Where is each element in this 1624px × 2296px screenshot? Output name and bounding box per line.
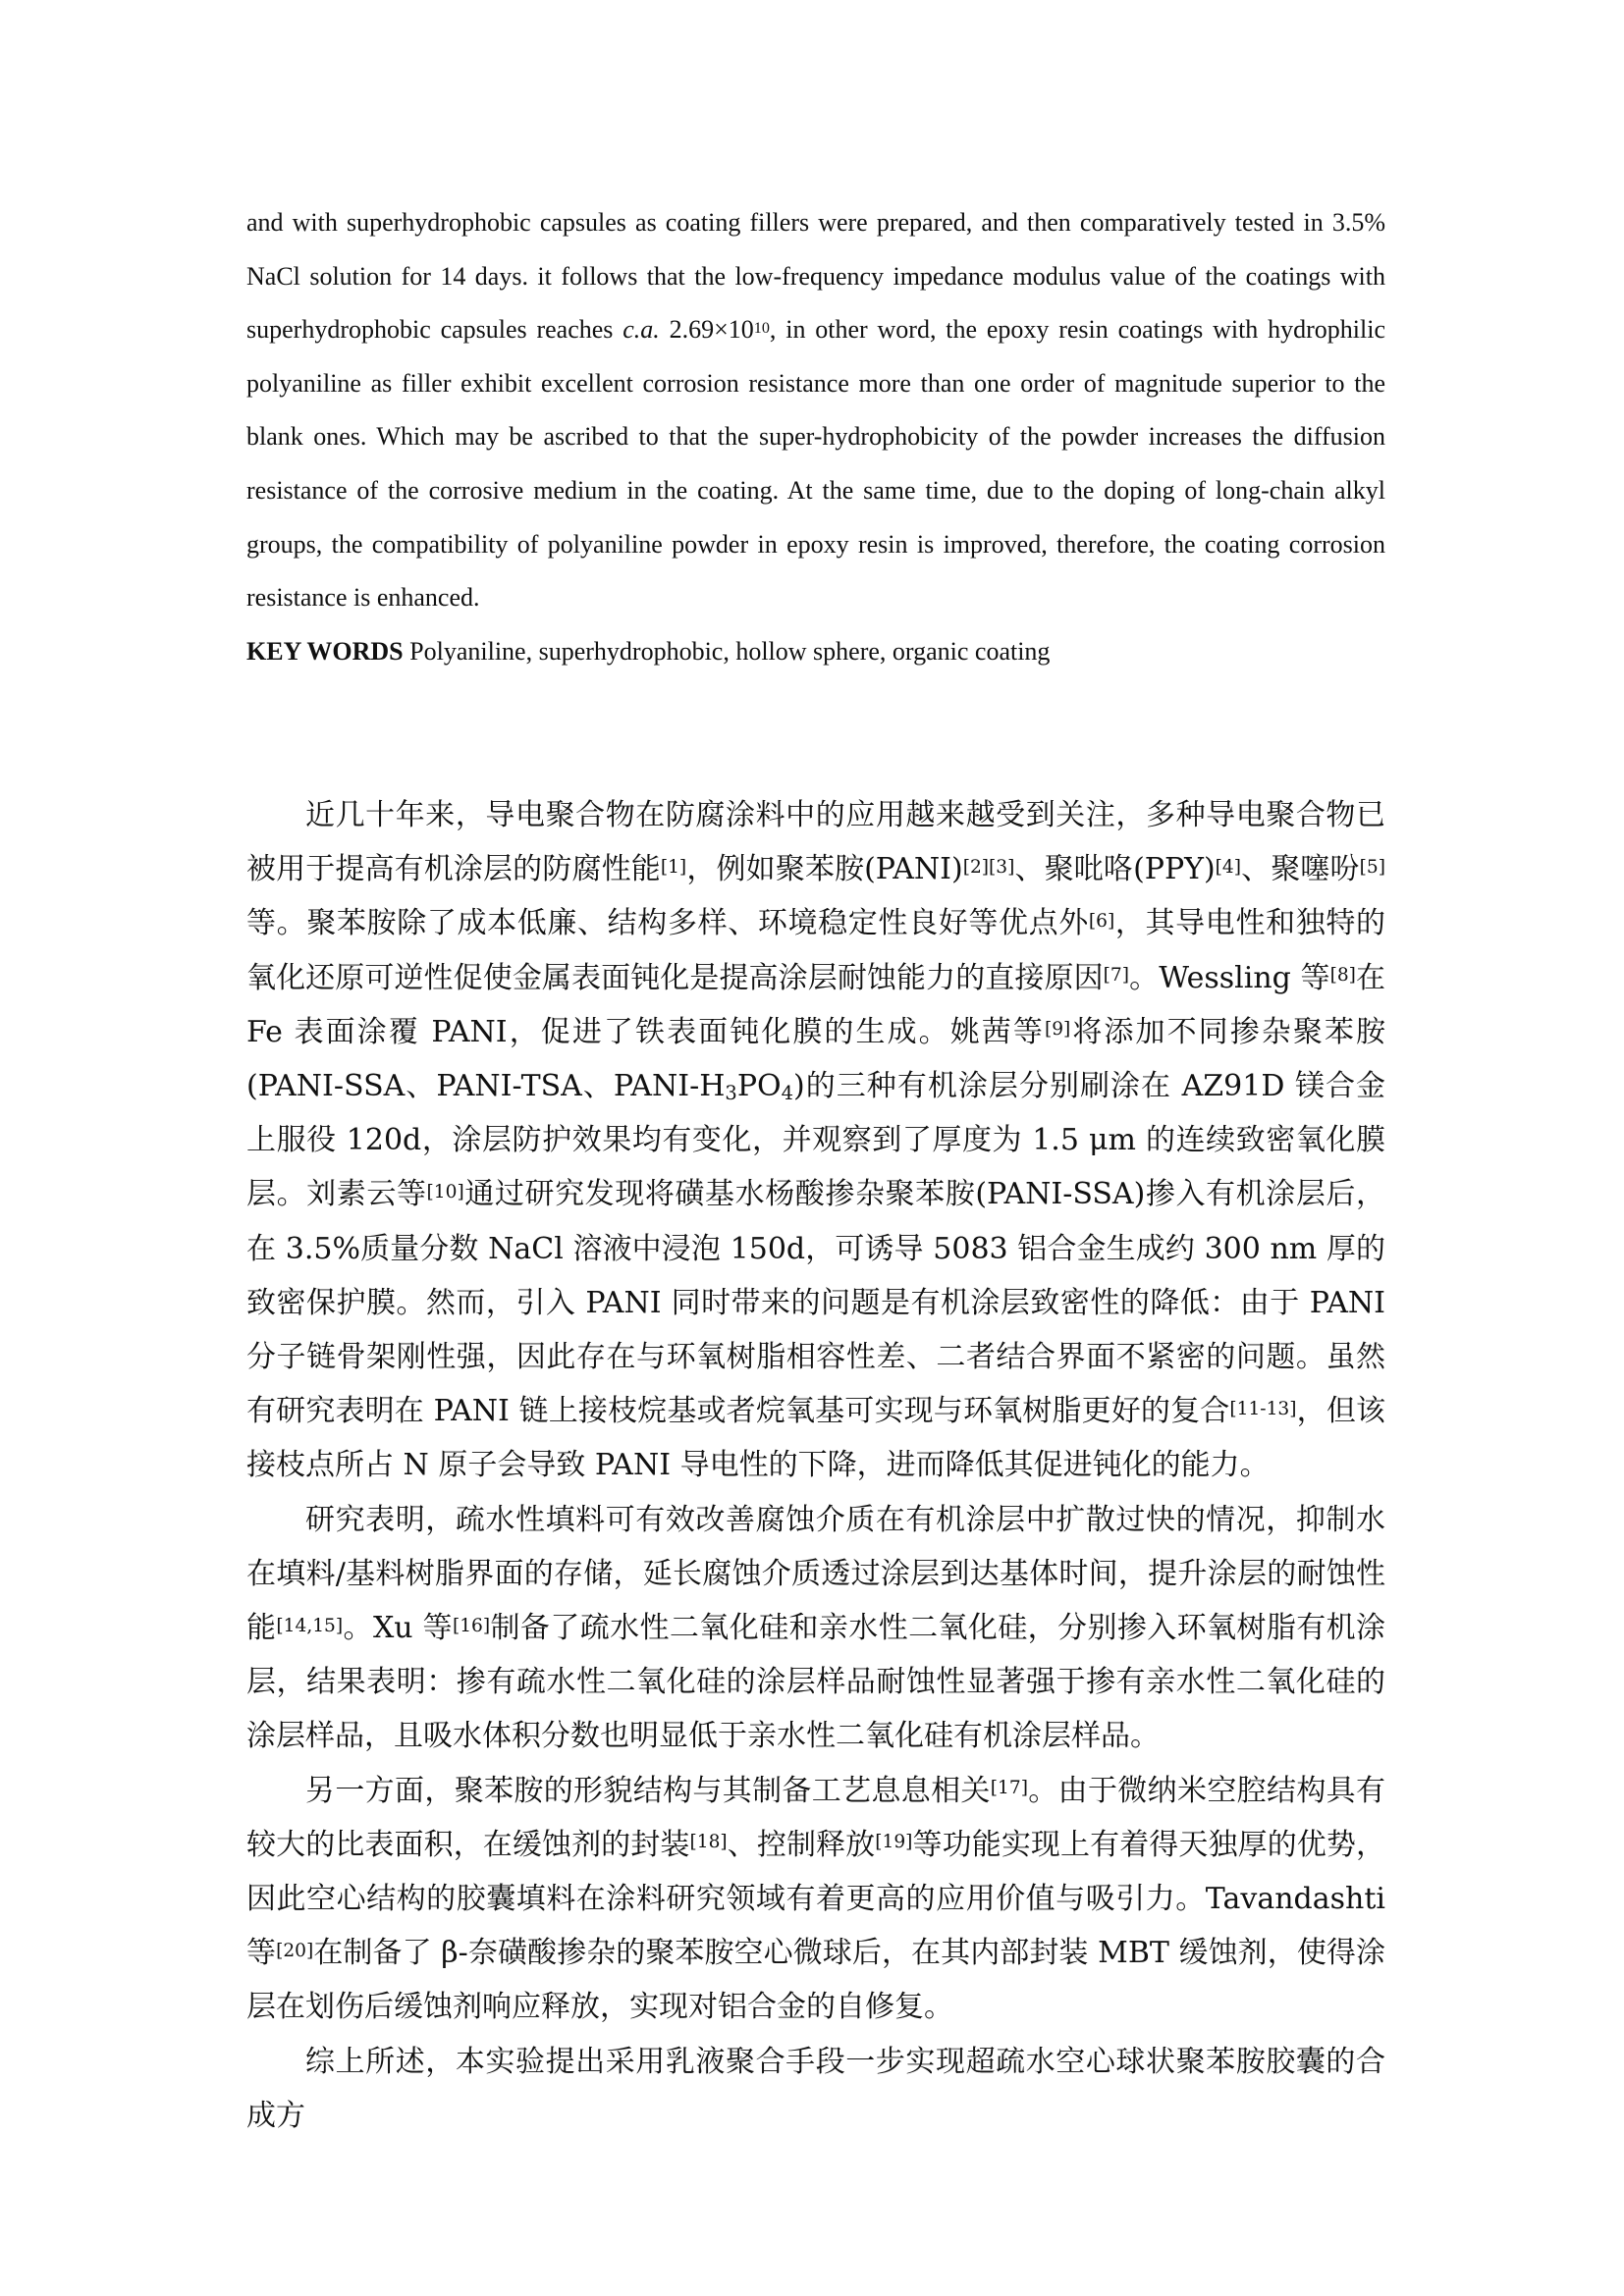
citation: [14,15] [276,1615,344,1636]
citation: [1] [660,856,687,878]
chinese-body [246,788,1385,2143]
p1-text: 在 Fe 表面涂覆 PANI，促进了铁表面钝化膜的生成。姚茜等 [246,960,1386,1049]
citation: [11-13] [1229,1398,1297,1419]
citation: [2][3] [962,856,1015,878]
p3-text: 在制备了 β-奈磺酸掺杂的聚苯胺空心微球后，在其内部封装 MBT 缓蚀剂，使得涂层在划伤后缓蚀剂响应释放，实现对铝合金的自修复。 [246,1936,1386,2025]
p1-text: 等。聚苯胺除了成本低廉、结构多样、环境稳定性良好等优点外 [246,906,1089,941]
abstract-ca: c.a. [623,315,660,345]
citation: [20] [276,1940,314,1961]
p1-text: ，但该接枝点所占 N 原子会导致 PANI 导电性的下降，进而降低其促进钝化的能力。 [246,1394,1385,1483]
citation: [18] [689,1832,728,1853]
citation: [9] [1044,1019,1071,1041]
p1-text: 、聚噻吩 [1241,852,1360,887]
abstract-text-2: 2.69×10 [659,315,754,345]
p1-text: 。Wessling 等 [1129,960,1330,995]
p1-text: 将添加不同掺杂聚苯胺(PANI-SSA、PANI-TSA、PANI-H [246,1014,1386,1104]
citation: [10] [426,1181,464,1202]
p4-text: 综上所述，本实验提出采用乳液聚合手段一步实现超疏水空心球状聚苯胺胶囊的合成方 [246,2044,1385,2133]
p1-text: PO [736,1069,782,1104]
p2-text: 。Xu 等 [343,1611,453,1646]
body-paragraph-4 [246,2035,1385,2143]
p3-text: 等功能实现上有着得天独厚的优势，因此空心结构的胶囊填料在涂料研究领域有着更高的应用价值与吸引力。Tavandashti 等 [246,1827,1386,1971]
body-paragraph-2 [246,1493,1385,1764]
p2-text: 制备了疏水性二氧化硅和亲水性二氧化硅，分别掺入环氧树脂有机涂层，结果表明：掺有疏水性二氧化硅的涂层样品耐蚀性显著强于掺有亲水性二氧化硅的涂层样品，且吸水体积分数也明显低于亲水性二氧化硅有机涂层样品。 [246,1611,1386,1754]
subscript: 4 [781,1081,794,1104]
citation: [16] [452,1615,491,1636]
english-abstract [246,196,1385,678]
p3-text: 另一方面，聚苯胺的形貌结构与其制备工艺息息相关 [305,1773,991,1808]
p1-text: ，其导电性和独特的氧化还原可逆性促使金属表面钝化是提高涂层耐蚀能力的直接原因 [246,906,1386,995]
keywords-text: Polyaniline, superhydrophobic, hollow sphere, organic coating [403,636,1051,666]
citation: [19] [875,1832,913,1853]
p1-text: 近几十年来，导电聚合物在防腐涂料中的应用越来越受到关注，多种导电聚合物已被用于提高有机涂层的防腐性能 [246,798,1385,887]
citation: [8] [1329,965,1356,987]
citation: [17] [990,1778,1028,1799]
p1-text: ，例如聚苯胺(PANI) [686,852,963,887]
p2-text: 研究表明，疏水性填料可有效改善腐蚀介质在有机涂层中扩散过快的情况，抑制水在填料/基料树脂界面的存储，延长腐蚀介质透过涂层到达基体时间，提升涂层的耐蚀性能 [246,1502,1385,1646]
subscript: 3 [725,1081,737,1104]
p1-text: 通过研究发现将磺基水杨酸掺杂聚苯胺(PANI-SSA)掺入有机涂层后，在 3.5%质量分数 NaCl 溶液中浸泡 150d，可诱导 5083 铝合金生成约 300 nm 厚的致密保护膜。然而，引入 PANI 同时带来的问题是有机涂层致密性的降低：由于 PANI 分子链骨架刚性强，因此存在与环氧树脂相容性差、二者结合界面不紧密的问题。虽然有研究表明在 PANI 链上接枝烷基或者烷氧基可实现与环氧树脂更好的复合 [246,1177,1386,1429]
citation: [7] [1103,965,1130,987]
body-paragraph-3 [246,1764,1385,2035]
citation: [4] [1215,856,1241,878]
abstract-text-3: , in other word, the epoxy resin coatings with hydrophilic polyaniline as filler exhibit excellent corrosion resistance more than one order of magnitude superior to the blank ones. Which may be ascribed to that the super-hydrophobicity of the powder increases the diffusion resistance of the corrosive medium in the coating. At the same time, due to the doping of long-chain alkyl groups, the compatibility of polyaniline powder in epoxy resin is improved, therefore, the coating corrosion resistance is enhanced. [246,315,1385,613]
keywords-line [246,625,1385,679]
p3-text: 、控制释放 [727,1827,876,1862]
abstract-paragraph [246,196,1385,625]
citation: [6] [1088,910,1115,932]
abstract-exponent: 10 [753,319,770,337]
abstract-text-1: and with superhydrophobic capsules as coating fillers were prepared, and then comparatively tested in 3.5% NaCl solution for 14 days. it follows that the low-frequency impedance modulus value of the coatings with superhydrophobic capsules reaches [246,208,1385,345]
p1-text: )的三种有机涂层分别刷涂在 AZ91D 镁合金上服役 120d，涂层防护效果均有变化，并观察到了厚度为 1.5 μm 的连续致密氧化膜层。刘素云等 [246,1069,1385,1212]
p1-text: 、聚吡咯(PPY) [1014,852,1216,887]
citation: [5] [1359,856,1386,878]
body-paragraph-1 [246,788,1385,1493]
keywords-label: KEY WORDS [246,636,404,666]
p3-text: 。由于微纳米空腔结构具有较大的比表面积，在缓蚀剂的封装 [246,1773,1386,1862]
